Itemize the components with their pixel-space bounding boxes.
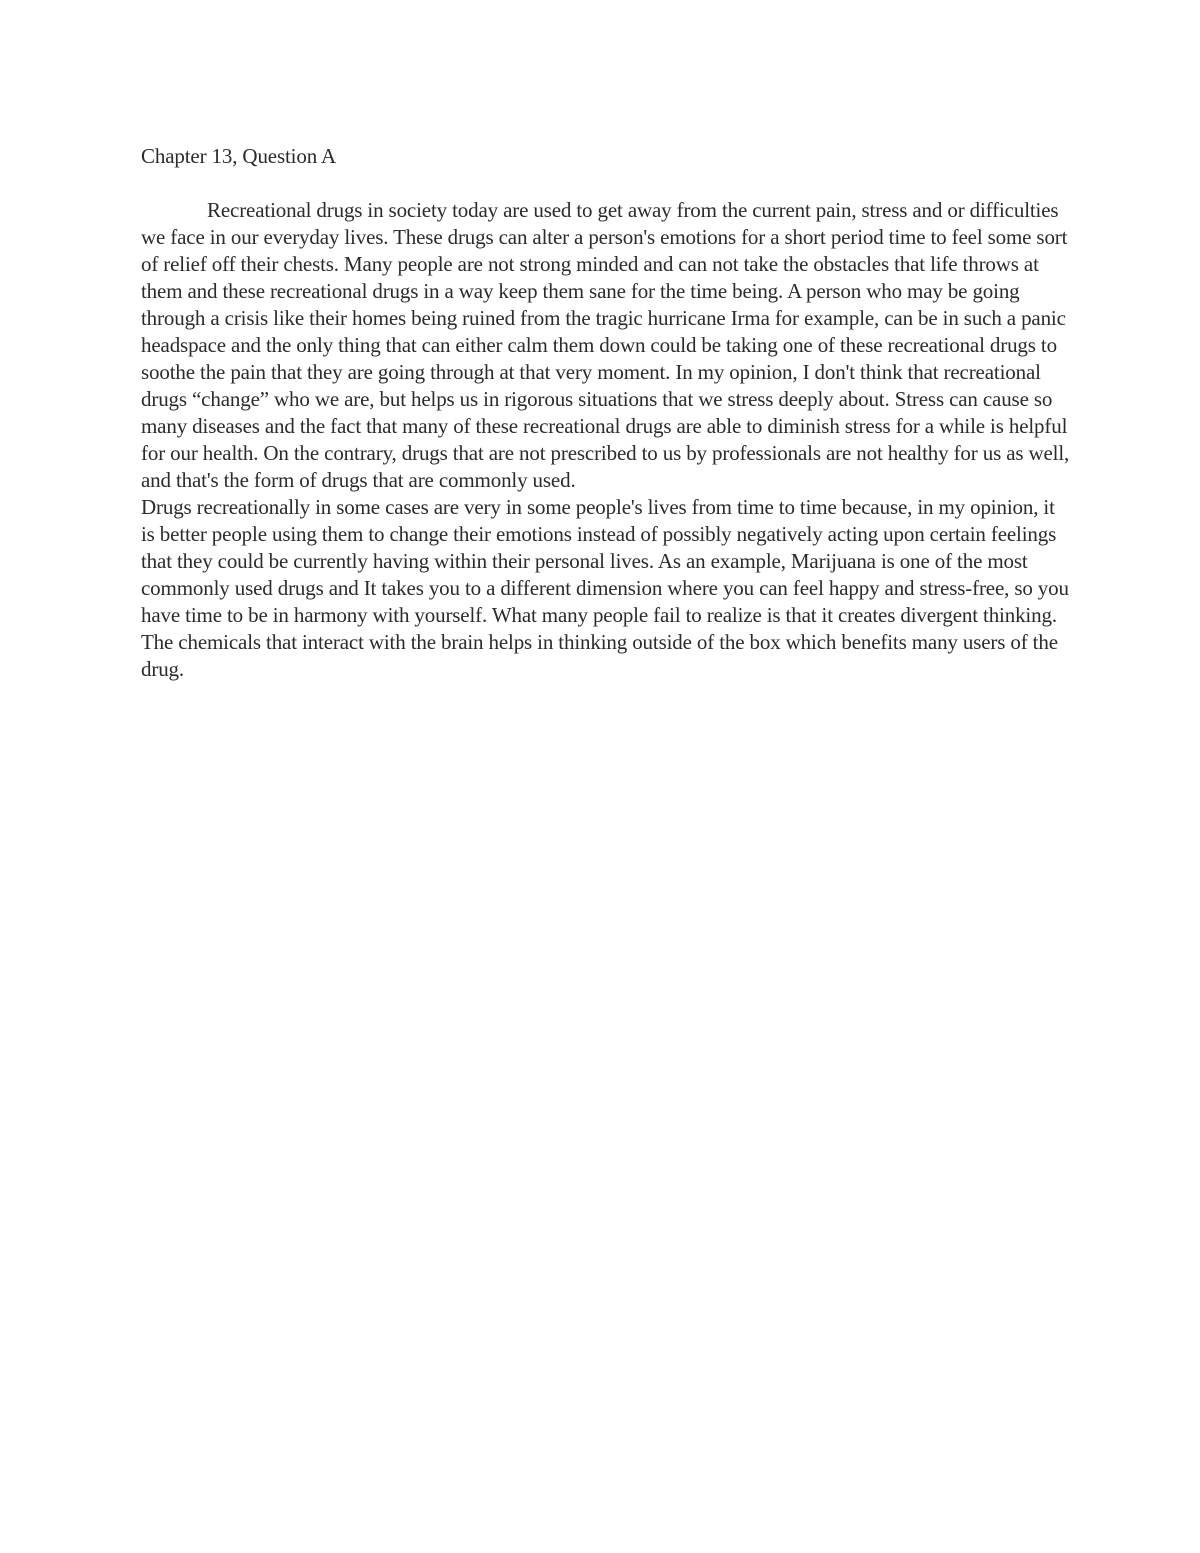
document-body — [141, 143, 1071, 683]
paragraph-2: Drugs recreationally in some cases are very in some people's lives from time to time because, in my opinion, it is better people using them to change their emotions instead of possibly negatively acting upon certain feelings that they could be currently having within their personal lives. As an example, Marijuana is one of the most commonly used drugs and It takes you to a different dimension where you can feel happy and stress-free, so you have time to be in harmony with yourself. What many people fail to realize is that it creates divergent thinking. The chemicals that interact with the brain helps in thinking outside of the box which benefits many users of the drug. — [141, 495, 1069, 681]
paragraph-1: Recreational drugs in society today are used to get away from the current pain, stress and or difficulties we face in our everyday lives. These drugs can alter a person's emotions for a short period time to feel some sort of relief off their chests. Many people are not strong minded and can not take the obstacles that life throws at them and these recreational drugs in a way keep them sane for the time being. A person who may be going through a crisis like their homes being ruined from the tragic hurricane Irma for example, can be in such a panic headspace and the only thing that can either calm them down could be taking one of these recreational drugs to soothe the pain that they are going through at that very moment. In my opinion, I don't think that recreational drugs “change” who we are, but helps us in rigorous situations that we stress deeply about. Stress can cause so many diseases and the fact that many of these recreational drugs are able to diminish stress for a while is helpful for our health. On the contrary, drugs that are not prescribed to us by professionals are not healthy for us as well, and that's the form of drugs that are commonly used. — [141, 198, 1070, 492]
document-heading: Chapter 13, Question A — [141, 144, 337, 168]
